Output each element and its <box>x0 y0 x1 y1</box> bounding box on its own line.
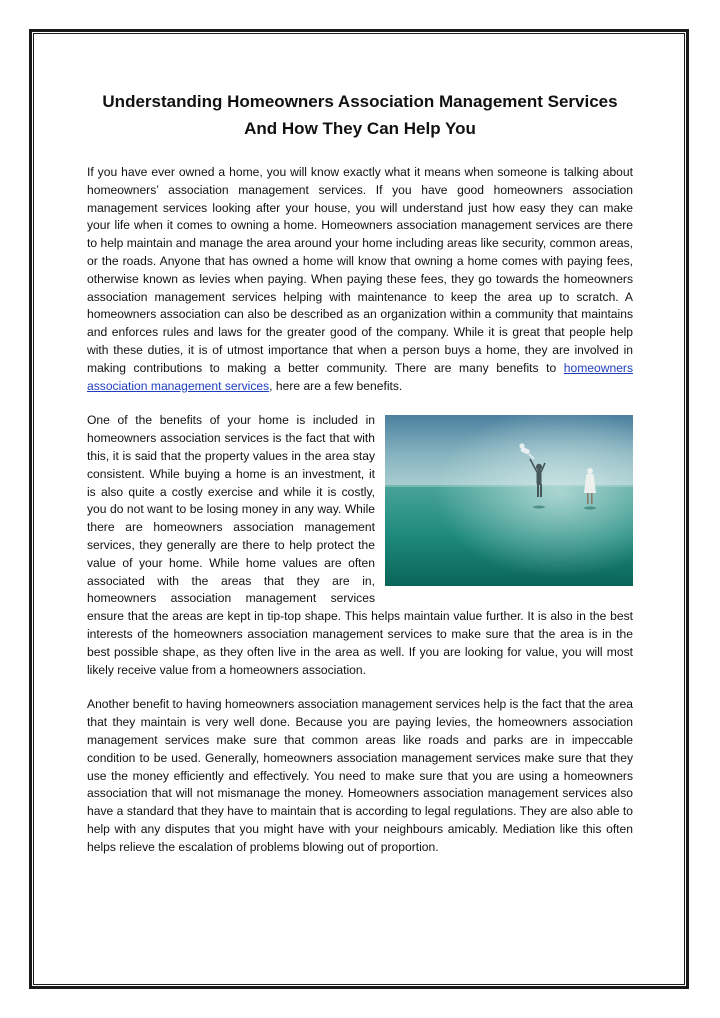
document-title: Understanding Homeowners Association Management Services And How They Can Help You <box>102 92 618 138</box>
family-beach-photo <box>385 415 633 586</box>
hoa-services-link[interactable]: homeowners association management services <box>87 360 633 393</box>
document-body <box>87 88 633 873</box>
paragraph-maintenance: Another benefit to having homeowners association management services help is the fact that the area that they maintain is very well done. Because you are paying levies, the homeowners association management services make sure that common areas like roads and parks are in impeccable condition to be used. Generally, homeowners association management services make sure that they use the money efficiently and effectively. You need to make sure that you are using a homeowners association that will not mismanage the money. Homeowners association management services also have a standard that they have to maintain that is according to legal regulations. They are also able to help with any disputes that you might have with your neighbours amicably. Mediation like this often helps relieve the escalation of problems blowing out of proportion. <box>87 697 633 854</box>
intro-text: If you have ever owned a home, you will know exactly what it means when someone is talking about homeowners’ association management services. If you have good homeowners association management services looking after your house, you will understand just how easy they can make your life when it comes to owning a home. Homeowners association management services are there to help maintain and manage the area around your home including areas like security, common areas, or the roads. Anyone that has owned a home will know that owning a home comes with paying fees, otherwise known as levies when paying. When paying these fees, they go towards the homeowners association management services helping with maintenance to keep the area up to scratch. A homeowners association can also be described as an organization within a community that maintains and enforces rules and laws for the greater good of the company. While it is great that people help with these duties, it is of utmost importance that when a person buys a home, they are involved in making contributions to making a better community. There are many benefits to <box>87 165 633 375</box>
intro-text-end: , here are a few benefits. <box>269 378 403 393</box>
paragraph-intro <box>87 164 633 395</box>
paragraph-property-values: One of the benefits of your home is included in homeowners association services is the fact that with this, it is said that the property values in the area stay consistent. While buying a home is an investment, it is also quite a costly exercise and while it is costly, you do not want to be losing money in any way. While there are homeowners association management services, they generally are there to help protect the value of your home. While home values are often associated with the areas that they are in, homeowners association management services ensure that the areas are kept in tip-top shape. This helps maintain value further. It is also in the best interests of the homeowners association management services to make sure that the area is in the best possible shape, as they often live in the area as well. If you are looking for value, you will most likely receive value from a homeowners association. <box>87 413 633 677</box>
